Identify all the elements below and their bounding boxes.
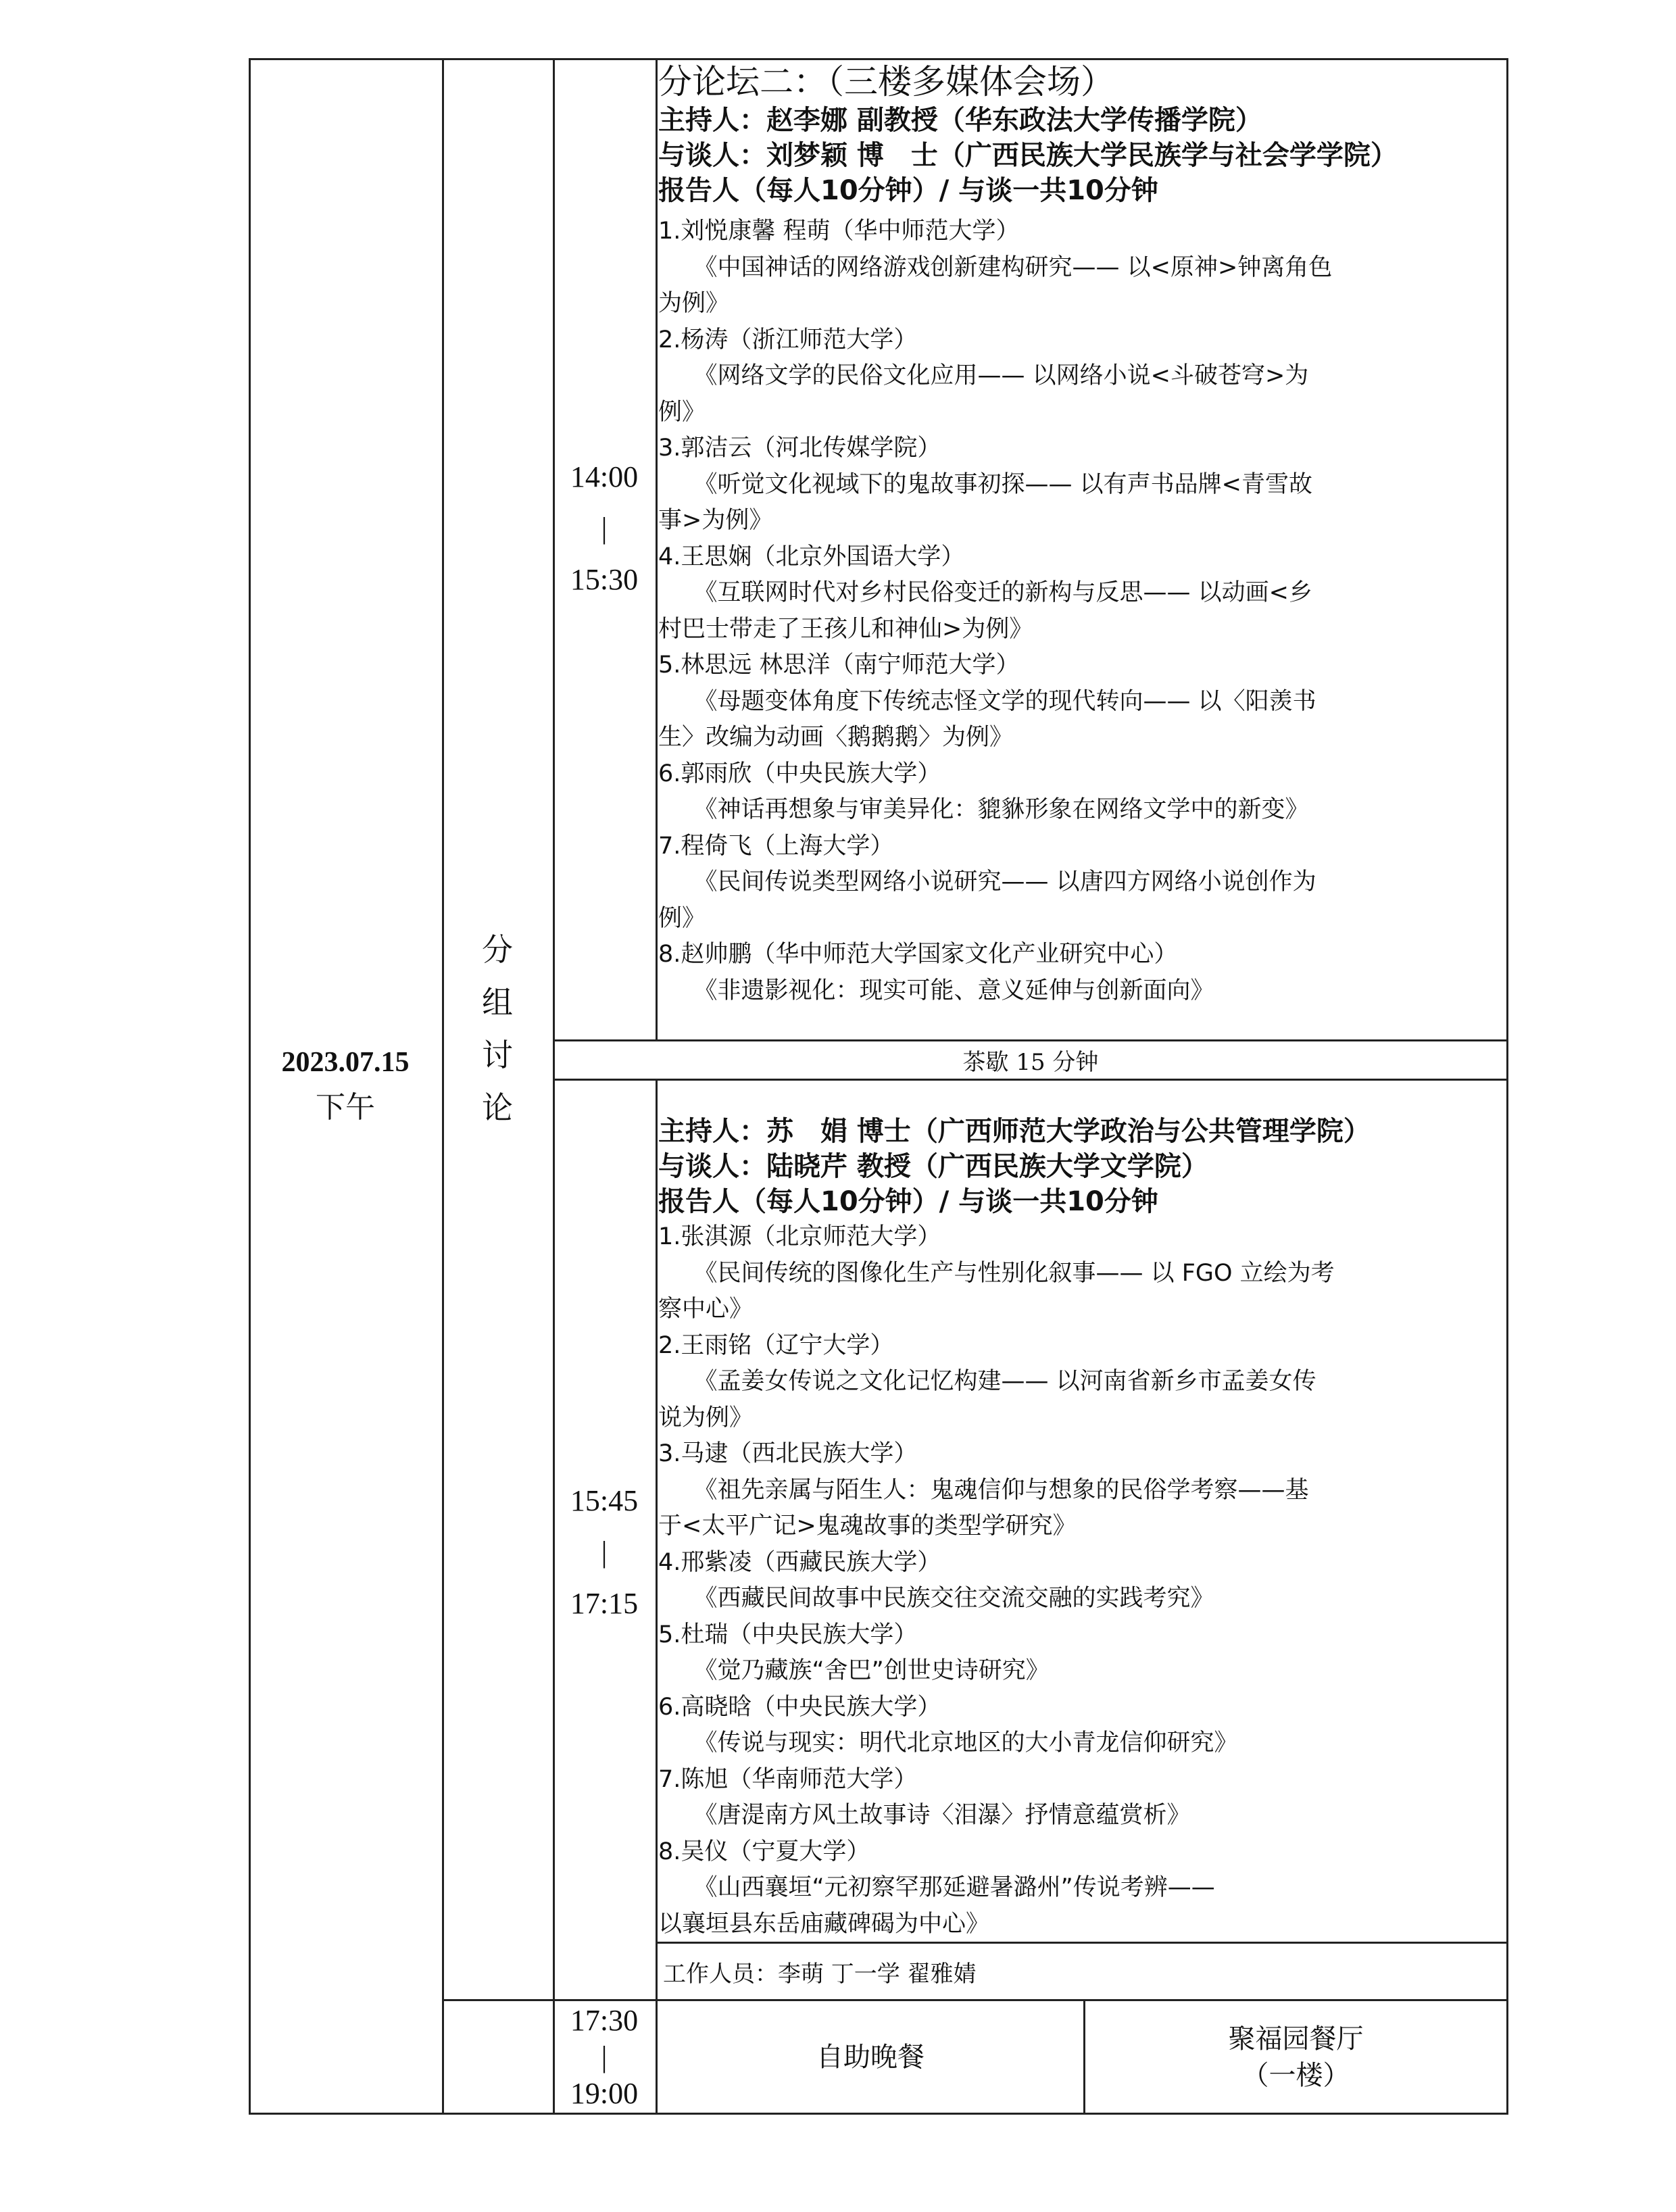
group-label-char: 组 bbox=[482, 984, 513, 1021]
session1-discussant: 与谈人：刘梦颖 博 士（广西民族大学民族学与社会学学院） bbox=[658, 140, 1398, 171]
session2-time-end: 17:15 bbox=[570, 1587, 639, 1620]
date-text: 2023.07.15 bbox=[281, 1047, 410, 1078]
time-separator: | bbox=[601, 1535, 608, 1569]
presentation-line: 3.郭洁云（河北传媒学院） bbox=[658, 435, 941, 462]
presentation-line: 《孟姜女传说之文化记忆构建—— 以河南省新乡市孟姜女传 bbox=[658, 1368, 1316, 1395]
session2-presentations bbox=[658, 1219, 1506, 1942]
session1-time-end: 15:30 bbox=[570, 563, 639, 596]
forum-title: 分论坛二：（三楼多媒体会场） bbox=[658, 62, 1114, 101]
presentation-line: 5.林思远 林思洋（南宁师范大学） bbox=[658, 652, 1020, 679]
session2-time-cell bbox=[553, 1079, 656, 1999]
presentation-line: 7.程倚飞（上海大学） bbox=[658, 832, 894, 860]
group-label-char: 论 bbox=[482, 1089, 513, 1126]
session2-time-start: 15:45 bbox=[570, 1484, 639, 1517]
presentation-line: 例》 bbox=[658, 904, 706, 932]
presentation-line: 察中心》 bbox=[658, 1296, 754, 1323]
column-divider bbox=[656, 58, 658, 1039]
row-divider bbox=[553, 1079, 1508, 1081]
session2-content bbox=[658, 1114, 1506, 1942]
dinner-venue-name: 聚福园餐厅 bbox=[1228, 2023, 1364, 2055]
presentation-line: 《互联网时代对乡村民俗变迁的新构与反思—— 以动画<乡 bbox=[658, 579, 1312, 606]
dinner-venue-floor: （一楼） bbox=[1241, 2059, 1350, 2091]
presentation-line: 6.高晓晗（中央民族大学） bbox=[658, 1693, 941, 1721]
tea-break-cell bbox=[555, 1041, 1506, 1079]
presentation-line: 《听觉文化视域下的鬼故事初探—— 以有声书品牌<青雪故 bbox=[658, 470, 1312, 498]
presentation-line: 7.陈旭（华南师范大学） bbox=[658, 1765, 918, 1793]
period-text: 下午 bbox=[316, 1090, 375, 1125]
presentation-line: 2.杨涛（浙江师范大学） bbox=[658, 326, 918, 353]
staff-text: 工作人员：李萌 丁一学 翟雅婧 bbox=[663, 1960, 977, 1988]
session1-time-cell bbox=[553, 58, 656, 1039]
presentation-line: 2.王雨铭（辽宁大学） bbox=[658, 1331, 894, 1359]
presentation-line: 《祖先亲属与陌生人：鬼魂信仰与想象的民俗学考察——基 bbox=[658, 1476, 1309, 1504]
staff-cell bbox=[658, 1944, 1506, 1999]
presentation-line: 例》 bbox=[658, 398, 706, 426]
presentation-line: 以襄垣县东岳庙藏碑碣为中心》 bbox=[658, 1910, 990, 1938]
presentation-line: 《民间传统的图像化生产与性别化叙事—— 以 FGO 立绘为考 bbox=[658, 1259, 1335, 1287]
dinner-activity-cell bbox=[658, 2001, 1083, 2113]
presentation-line: 《山西襄垣“元初察罕那延避暑潞州”传说考辨—— bbox=[658, 1874, 1215, 1901]
presentation-line: 《民间传说类型网络小说研究—— 以唐四方网络小说创作为 bbox=[658, 868, 1316, 895]
presentation-line: 5.杜瑞（中央民族大学） bbox=[658, 1621, 918, 1648]
dinner-time-cell bbox=[553, 2001, 656, 2113]
time-separator: | bbox=[601, 2040, 608, 2073]
presentation-line: 《神话再想象与审美异化：貔貅形象在网络文学中的新变》 bbox=[658, 796, 1309, 823]
presentation-line: 《网络文学的民俗文化应用—— 以网络小说<斗破苍穹>为 bbox=[658, 362, 1309, 389]
presentation-line: 《传说与现实：明代北京地区的大小青龙信仰研究》 bbox=[658, 1729, 1238, 1756]
presentation-line: 6.郭雨欣（中央民族大学） bbox=[658, 760, 941, 787]
presentation-line: 4.邢紫凌（西藏民族大学） bbox=[658, 1548, 941, 1576]
presentation-line: 村巴士带走了王孩儿和神仙>为例》 bbox=[658, 615, 1033, 643]
session1-content bbox=[658, 61, 1506, 1009]
presentation-line: 说为例》 bbox=[658, 1404, 754, 1431]
session1-time-start: 14:00 bbox=[570, 460, 639, 493]
presentation-line: 《母题变体角度下传统志怪文学的现代转向—— 以〈阳羡书 bbox=[658, 687, 1316, 715]
presentation-line: 《中国神话的网络游戏创新建构研究—— 以<原神>钟离角色 bbox=[658, 253, 1333, 281]
group-label-char: 分 bbox=[482, 931, 513, 968]
presentation-line: 《西藏民间故事中民族交往交流交融的实践考究》 bbox=[658, 1585, 1214, 1612]
schedule-table bbox=[249, 58, 1508, 2114]
tea-break-text: 茶歇 15 分钟 bbox=[962, 1049, 1099, 1076]
presentation-line: 《觉乃藏族“舍巴”创世史诗研究》 bbox=[658, 1657, 1050, 1684]
presentation-line: 事>为例》 bbox=[658, 507, 773, 534]
table-border-right bbox=[1506, 58, 1508, 2114]
session2-rule: 报告人（每人10分钟）/ 与谈一共10分钟 bbox=[658, 1186, 1158, 1217]
presentation-line: 生〉改编为动画〈鹅鹅鹅〉为例》 bbox=[658, 724, 1014, 751]
dinner-time-start: 17:30 bbox=[570, 2003, 639, 2037]
group-discussion-cell bbox=[442, 58, 553, 1999]
presentation-line: 1.张淇源（北京师范大学） bbox=[658, 1223, 941, 1250]
presentation-line: 《唐湜南方风土故事诗〈泪瀑〉抒情意蕴赏析》 bbox=[658, 1802, 1191, 1829]
presentation-line: 8.赵帅鹏（华中师范大学国家文化产业研究中心） bbox=[658, 941, 1178, 968]
session2-host: 主持人：苏 娟 博士（广西师范大学政治与公共管理学院） bbox=[658, 1116, 1371, 1147]
presentation-line: 8.吴仪（宁夏大学） bbox=[658, 1838, 870, 1865]
session1-host: 主持人：赵李娜 副教授（华东政法大学传播学院） bbox=[658, 105, 1262, 136]
presentation-line: 于<太平广记>鬼魂故事的类型学研究》 bbox=[658, 1513, 1077, 1540]
date-cell bbox=[249, 58, 442, 2114]
dinner-activity: 自助晚餐 bbox=[816, 2041, 925, 2073]
group-label-char: 讨 bbox=[482, 1037, 513, 1073]
session1-presentations bbox=[658, 214, 1506, 1009]
presentation-line: 《非遗影视化：现实可能、意义延伸与创新面向》 bbox=[658, 977, 1214, 1004]
presentation-line: 3.马逮（西北民族大学） bbox=[658, 1440, 918, 1467]
time-separator: | bbox=[601, 512, 608, 545]
session2-discussant: 与谈人：陆晓芹 教授（广西民族大学文学院） bbox=[658, 1151, 1208, 1182]
presentation-line: 为例》 bbox=[658, 290, 730, 317]
presentation-line: 4.王思娴（北京外国语大学） bbox=[658, 543, 965, 570]
presentation-line: 1.刘悦康馨 程萌（华中师范大学） bbox=[658, 218, 1020, 245]
dinner-time-end: 19:00 bbox=[570, 2076, 639, 2110]
session1-rule: 报告人（每人10分钟）/ 与谈一共10分钟 bbox=[658, 175, 1158, 206]
dinner-venue-cell bbox=[1085, 2001, 1506, 2113]
